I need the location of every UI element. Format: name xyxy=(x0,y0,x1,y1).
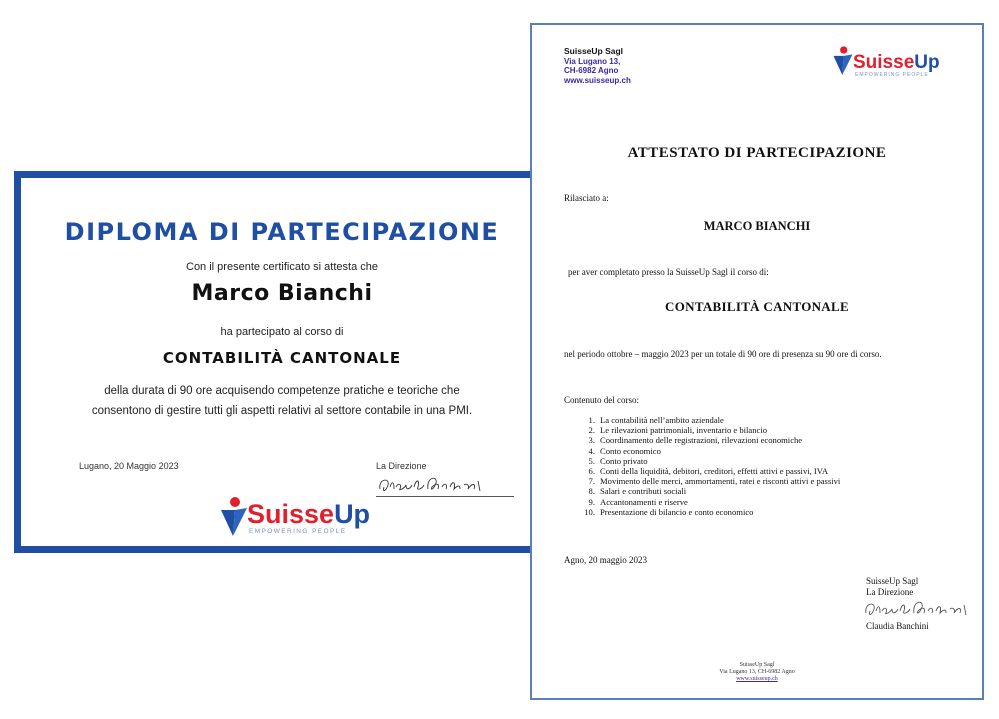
list-item: 10. Presentazione di bilancio e conto economico xyxy=(584,506,754,517)
course-contents-list xyxy=(578,415,840,517)
attest-title: ATTESTATO DI PARTECIPAZIONE xyxy=(627,145,887,161)
attest-issued-to: Rilasciato a: xyxy=(564,193,609,203)
suisseup-logo-icon xyxy=(832,45,854,77)
attest-logo-subtitle: EMPOWERING PEOPLE xyxy=(855,72,929,78)
attest-logo-text: SuisseUp xyxy=(853,52,940,73)
company-address-block xyxy=(564,47,631,85)
attest-sign-company: SuisseUp Sagl xyxy=(866,576,919,586)
diploma-description: della durata di 90 ore acquisendo competenze pratiche e teoriche che consentono di gestire tutti gli aspetti relativi al settore contabile in una PMI. xyxy=(91,385,473,417)
footer-company-name: SuisseUp Sagl xyxy=(739,662,775,668)
list-item: 2. Le rilevazioni patrimoniali, inventario e bilancio xyxy=(588,425,768,436)
list-item: 4. Conto economico xyxy=(588,445,661,456)
list-item: 1. La contabilità nell’ambito aziendale xyxy=(588,415,724,425)
attest-period-text: nel periodo ottobre – maggio 2023 per un totale di 90 ore di presenza su 90 ore di corso. xyxy=(564,349,882,359)
company-website: www.suisseup.ch xyxy=(564,75,631,85)
diploma-signature xyxy=(376,473,486,502)
suisseup-logo-icon xyxy=(219,496,249,538)
attest-signer-name: Claudia Banchini xyxy=(866,621,929,631)
company-address-line1: Via Lugano 13, xyxy=(564,56,621,66)
attest-signature-block xyxy=(866,576,918,597)
company-address-line2: CH-6982 Agno xyxy=(564,66,619,75)
attest-contents-label: Contenuto del corso: xyxy=(564,395,639,405)
diploma-participated: ha partecipato al corso di xyxy=(220,326,344,338)
attest-course-name: CONTABILITÀ CANTONALE xyxy=(665,299,849,314)
diploma-certificate xyxy=(14,171,550,553)
list-item: 3. Coordinamento delle registrazioni, rilevazioni economiche xyxy=(588,435,803,446)
diploma-logo-text: SuisseUp xyxy=(247,499,371,529)
diploma-course-name: CONTABILITÀ CANTONALE xyxy=(162,349,402,367)
attestation-certificate xyxy=(530,23,984,700)
diploma-recipient-name: Marco Bianchi xyxy=(191,281,373,306)
attest-completion-text: per aver completato presso la SuisseUp Sagl il corso di: xyxy=(568,267,769,277)
diploma-intro: Con il presente certificato si attesta che xyxy=(186,261,378,273)
attest-sign-direction: La Direzione xyxy=(866,586,914,597)
list-item: 6. Conti della liquidità, debitori, creditori, effetti attivi e passivi, IVA xyxy=(588,466,829,477)
diploma-logo-subtitle: EMPOWERING PEOPLE xyxy=(249,528,347,535)
attest-footer xyxy=(532,662,982,683)
attest-recipient-name: MARCO BIANCHI xyxy=(703,219,811,233)
list-item: 9. Accantonamenti e riserve xyxy=(588,496,688,507)
list-item: 8. Salari e contributi sociali xyxy=(588,486,687,497)
list-item: 5. Conto privato xyxy=(588,455,648,466)
company-name: SuisseUp Sagl xyxy=(564,46,624,56)
diploma-signature-line xyxy=(376,496,514,497)
diploma-title: DIPLOMA DI PARTECIPAZIONE xyxy=(64,218,500,246)
footer-website-link[interactable]: www.suisseup.ch xyxy=(736,676,778,682)
list-item: 7. Movimento delle merci, ammortamenti, ratei e risconti attivi e passivi xyxy=(588,476,841,487)
footer-address: Via Lugano 13, CH-6982 Agno xyxy=(719,669,795,675)
diploma-direction-label: La Direzione xyxy=(376,461,427,471)
diploma-place-date: Lugano, 20 Maggio 2023 xyxy=(79,461,179,471)
attest-place-date: Agno, 20 maggio 2023 xyxy=(564,555,647,565)
